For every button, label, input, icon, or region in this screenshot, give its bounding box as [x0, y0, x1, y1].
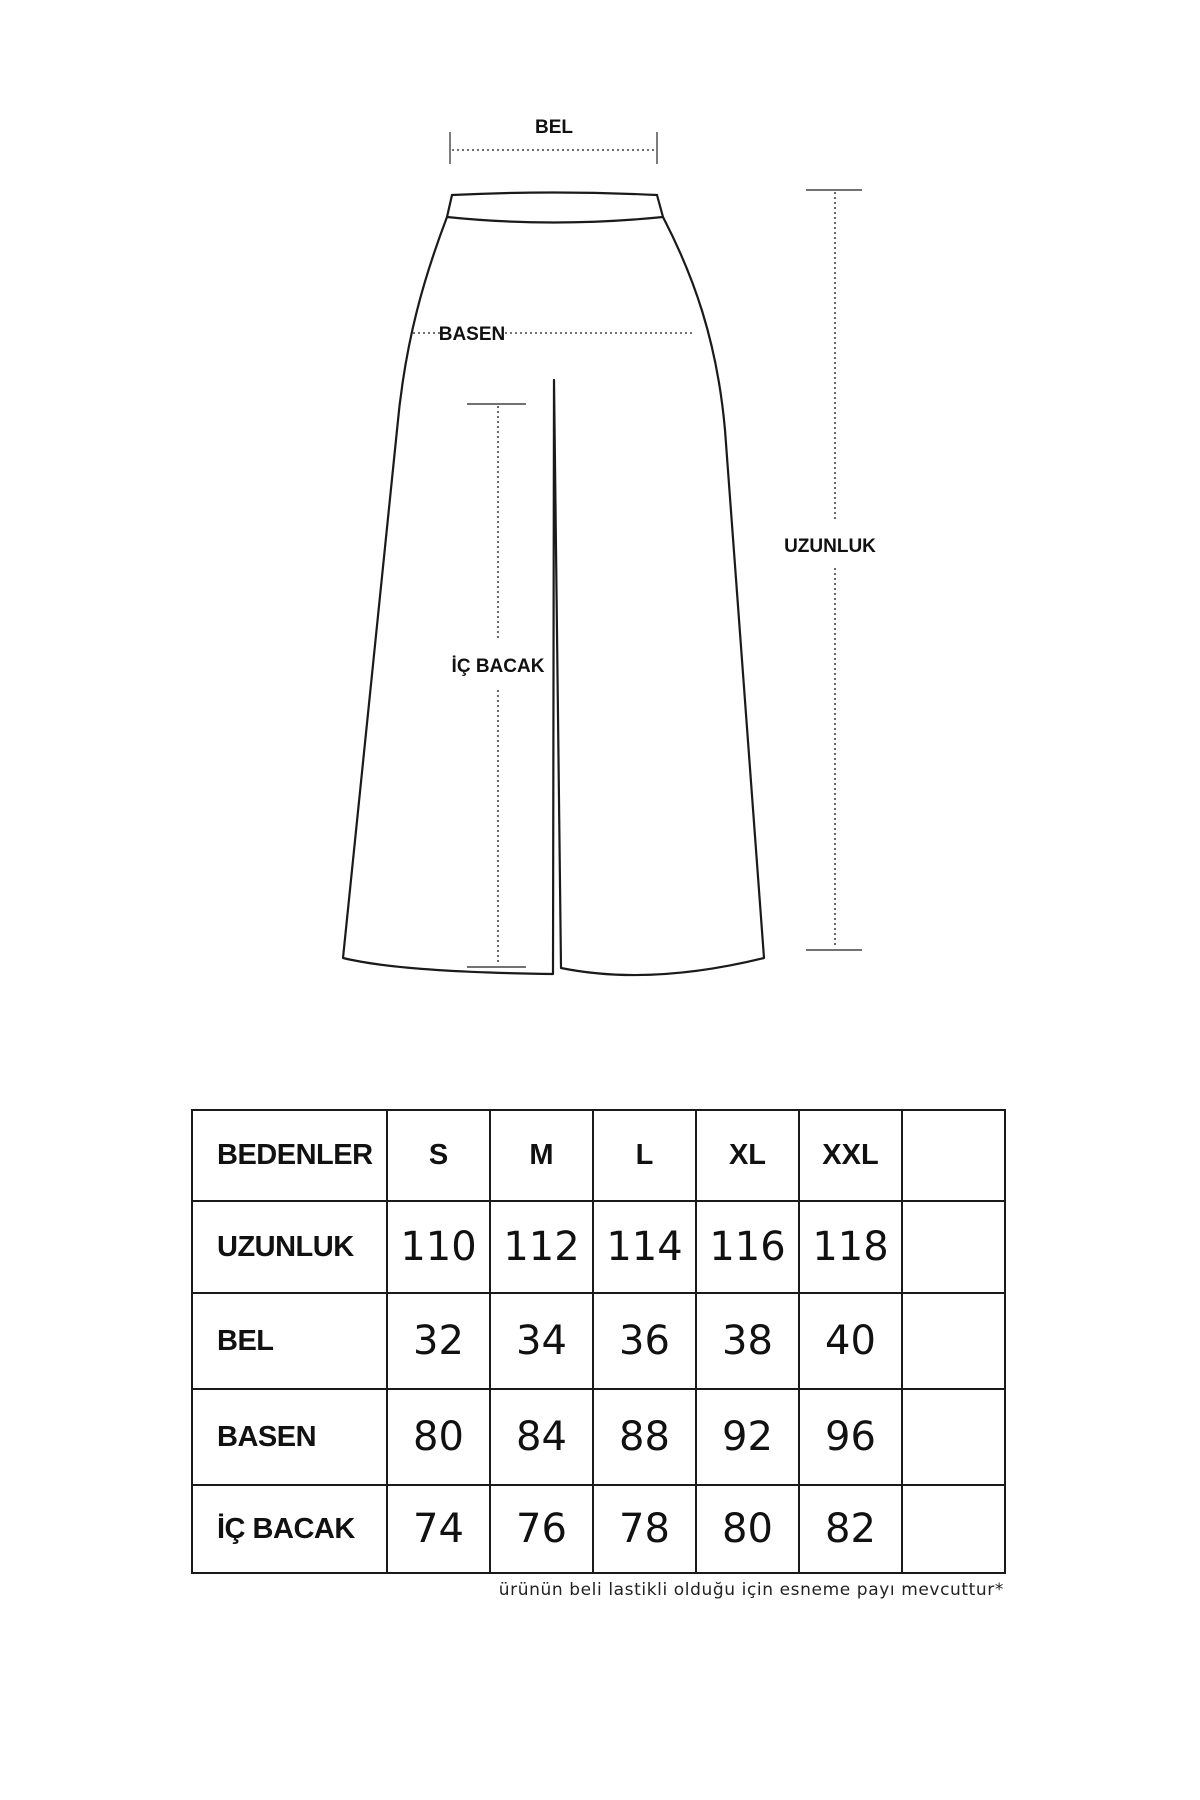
corner-label: BEDENLER	[192, 1110, 387, 1201]
table-cell	[902, 1389, 1005, 1485]
row-label: İÇ BACAK	[192, 1485, 387, 1573]
size-header: XL	[696, 1110, 799, 1201]
table-cell: 32	[387, 1293, 490, 1389]
size-header: XXL	[799, 1110, 902, 1201]
row-label: UZUNLUK	[192, 1201, 387, 1293]
pants-outline	[343, 193, 764, 976]
table-cell: 78	[593, 1485, 696, 1573]
table-cell: 114	[593, 1201, 696, 1293]
size-header: L	[593, 1110, 696, 1201]
length-row	[192, 1201, 1005, 1293]
hip-label: BASEN	[438, 324, 506, 345]
table-cell: 80	[387, 1389, 490, 1485]
size-header	[902, 1110, 1005, 1201]
elastic-waist-footnote: ürünün beli lastikli olduğu için esneme payı mevcuttur*	[498, 1580, 1004, 1600]
table-cell: 74	[387, 1485, 490, 1573]
waist-measurement	[450, 117, 657, 164]
table-cell	[902, 1201, 1005, 1293]
length-label: UZUNLUK	[784, 536, 876, 557]
table-cell: 38	[696, 1293, 799, 1389]
table-cell: 40	[799, 1293, 902, 1389]
table-cell: 34	[490, 1293, 593, 1389]
table-cell: 110	[387, 1201, 490, 1293]
inseam-label: İÇ BACAK	[451, 656, 545, 677]
table-cell: 88	[593, 1389, 696, 1485]
waist-row	[192, 1293, 1005, 1389]
inseam-row	[192, 1485, 1005, 1573]
size-header: M	[490, 1110, 593, 1201]
table-cell: 116	[696, 1201, 799, 1293]
inseam-measurement	[452, 404, 545, 967]
table-cell: 112	[490, 1201, 593, 1293]
waist-label: BEL	[535, 117, 573, 138]
table-cell: 118	[799, 1201, 902, 1293]
table-cell: 80	[696, 1485, 799, 1573]
table-cell: 84	[490, 1389, 593, 1485]
row-label: BEL	[192, 1293, 387, 1389]
size-header: S	[387, 1110, 490, 1201]
table-cell: 82	[799, 1485, 902, 1573]
length-measurement	[784, 190, 876, 950]
row-label: BASEN	[192, 1389, 387, 1485]
hip-measurement	[413, 324, 692, 345]
table-cell: 36	[593, 1293, 696, 1389]
table-cell: 96	[799, 1389, 902, 1485]
size-chart-table	[191, 1109, 1006, 1574]
table-cell	[902, 1293, 1005, 1389]
hip-row	[192, 1389, 1005, 1485]
table-cell: 76	[490, 1485, 593, 1573]
table-cell	[902, 1485, 1005, 1573]
size-header-row	[192, 1110, 1005, 1201]
table-cell: 92	[696, 1389, 799, 1485]
